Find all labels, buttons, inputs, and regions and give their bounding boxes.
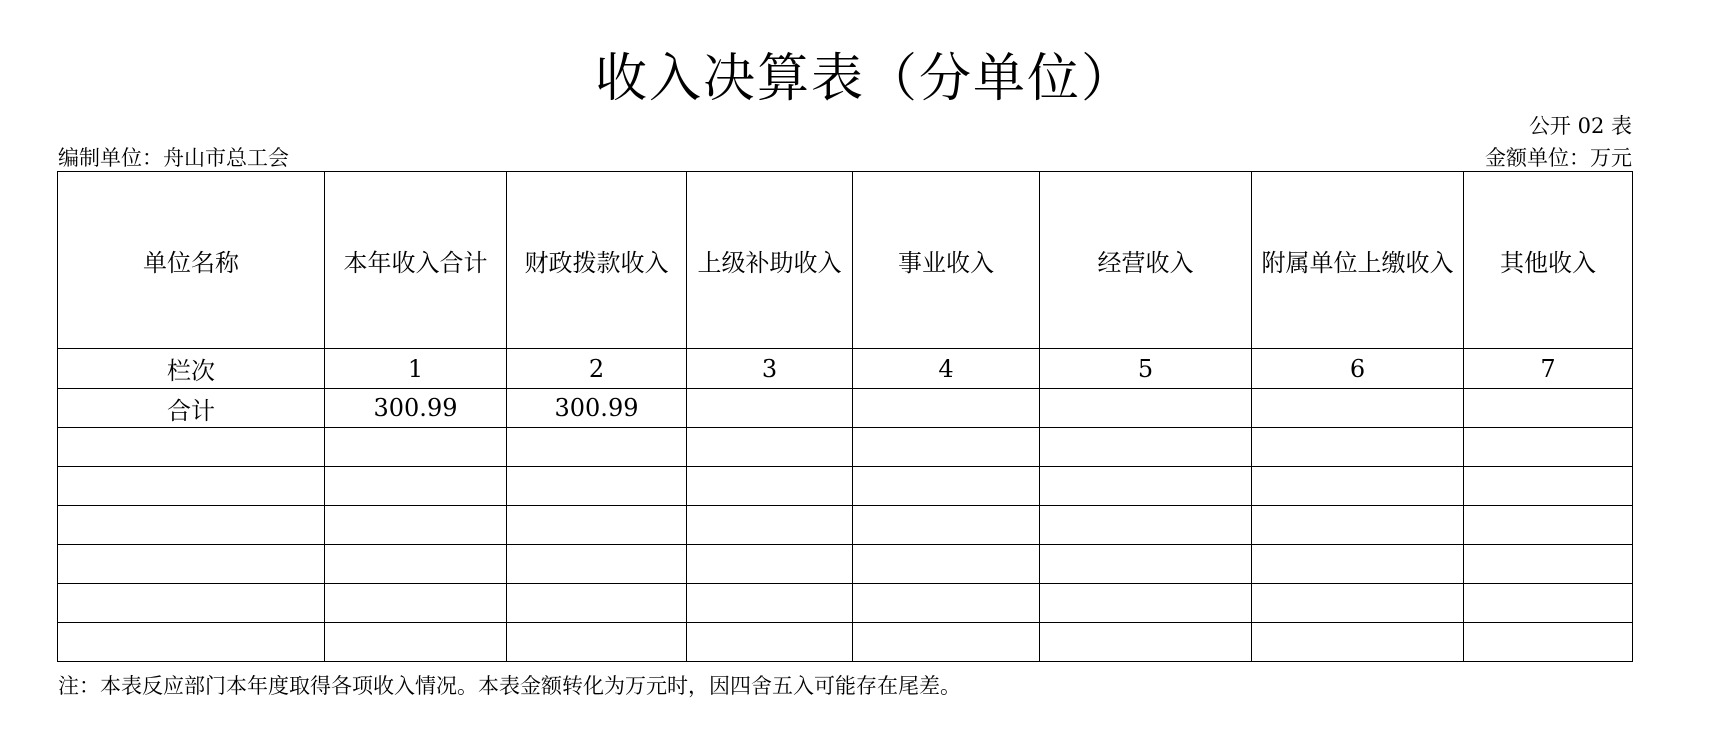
- table-cell: [853, 467, 1040, 506]
- table-cell: [1040, 428, 1252, 467]
- table-header-row: [58, 172, 1633, 349]
- table-cell: [1464, 389, 1633, 428]
- column-number: 2: [507, 349, 687, 389]
- page-title: 收入决算表（分单位）: [594, 49, 1135, 109]
- header-superior-subsidy: 上级补助收入: [687, 172, 853, 349]
- column-number: 3: [687, 349, 853, 389]
- header-business-income: 事业收入: [853, 172, 1040, 349]
- income-table: [57, 171, 1633, 662]
- header-fiscal-appropriation: 财政拨款收入: [507, 172, 687, 349]
- column-number: 5: [1040, 349, 1252, 389]
- form-code: 公开 02 表: [1528, 114, 1632, 138]
- table-cell: [1040, 506, 1252, 545]
- table-cell: [58, 428, 325, 467]
- table-cell: [507, 545, 687, 584]
- table-cell: [1252, 389, 1464, 428]
- table-cell: [58, 545, 325, 584]
- table-cell: [507, 623, 687, 662]
- table-cell: [1464, 428, 1633, 467]
- table-cell: [58, 623, 325, 662]
- column-number: 6: [1252, 349, 1464, 389]
- table-cell: [687, 623, 853, 662]
- table-cell: [1040, 545, 1252, 584]
- column-number-label: 栏次: [58, 349, 325, 389]
- table-cell: [1252, 584, 1464, 623]
- header-total-income: 本年收入合计: [325, 172, 507, 349]
- table-cell: [687, 545, 853, 584]
- table-cell: [853, 623, 1040, 662]
- table-cell: [507, 584, 687, 623]
- table-cell: [1464, 467, 1633, 506]
- table-cell: 300.99: [325, 389, 507, 428]
- table-cell: [853, 389, 1040, 428]
- table-cell: [687, 506, 853, 545]
- compiling-unit: 编制单位：舟山市总工会: [58, 146, 289, 170]
- table-cell: [325, 506, 507, 545]
- table-cell: [1464, 584, 1633, 623]
- table-cell: 300.99: [507, 389, 687, 428]
- table-cell: [325, 428, 507, 467]
- table-row: [58, 428, 1633, 467]
- table-row: [58, 506, 1633, 545]
- column-number: 4: [853, 349, 1040, 389]
- table-cell: [507, 467, 687, 506]
- column-number: 7: [1464, 349, 1633, 389]
- header-subsidiary-payment: 附属单位上缴收入: [1252, 172, 1464, 349]
- table-cell: [325, 467, 507, 506]
- header-other-income: 其他收入: [1464, 172, 1633, 349]
- table-cell: [687, 584, 853, 623]
- table-row: [58, 467, 1633, 506]
- table-cell: 合计: [58, 389, 325, 428]
- table-row-total: [58, 389, 1633, 428]
- table-row: [58, 584, 1633, 623]
- table-cell: [1040, 623, 1252, 662]
- table-cell: [687, 467, 853, 506]
- table-cell: [853, 545, 1040, 584]
- table-cell: [1252, 623, 1464, 662]
- table-cell: [1464, 506, 1633, 545]
- table-cell: [1464, 545, 1633, 584]
- table-row: [58, 623, 1633, 662]
- table-cell: [507, 506, 687, 545]
- table-cell: [1464, 623, 1633, 662]
- table-cell: [1252, 506, 1464, 545]
- table-cell: [687, 428, 853, 467]
- table-cell: [325, 623, 507, 662]
- header-unit-name: 单位名称: [58, 172, 325, 349]
- table-cell: [1040, 584, 1252, 623]
- column-number-row: [58, 349, 1633, 389]
- table-cell: [687, 389, 853, 428]
- table-cell: [1252, 428, 1464, 467]
- table-row: [58, 545, 1633, 584]
- table-cell: [853, 428, 1040, 467]
- footnote: 注：本表反应部门本年度取得各项收入情况。本表金额转化为万元时，因四舍五入可能存在尾差。: [58, 674, 961, 698]
- amount-unit: 金额单位：万元: [1485, 146, 1632, 170]
- table-cell: [1252, 467, 1464, 506]
- table-cell: [853, 584, 1040, 623]
- table-cell: [853, 506, 1040, 545]
- table-cell: [58, 467, 325, 506]
- table-cell: [325, 584, 507, 623]
- table-cell: [1040, 389, 1252, 428]
- table-cell: [507, 428, 687, 467]
- table-cell: [1252, 545, 1464, 584]
- table-cell: [1040, 467, 1252, 506]
- column-number: 1: [325, 349, 507, 389]
- table-cell: [58, 584, 325, 623]
- header-operating-income: 经营收入: [1040, 172, 1252, 349]
- table-cell: [325, 545, 507, 584]
- table-cell: [58, 506, 325, 545]
